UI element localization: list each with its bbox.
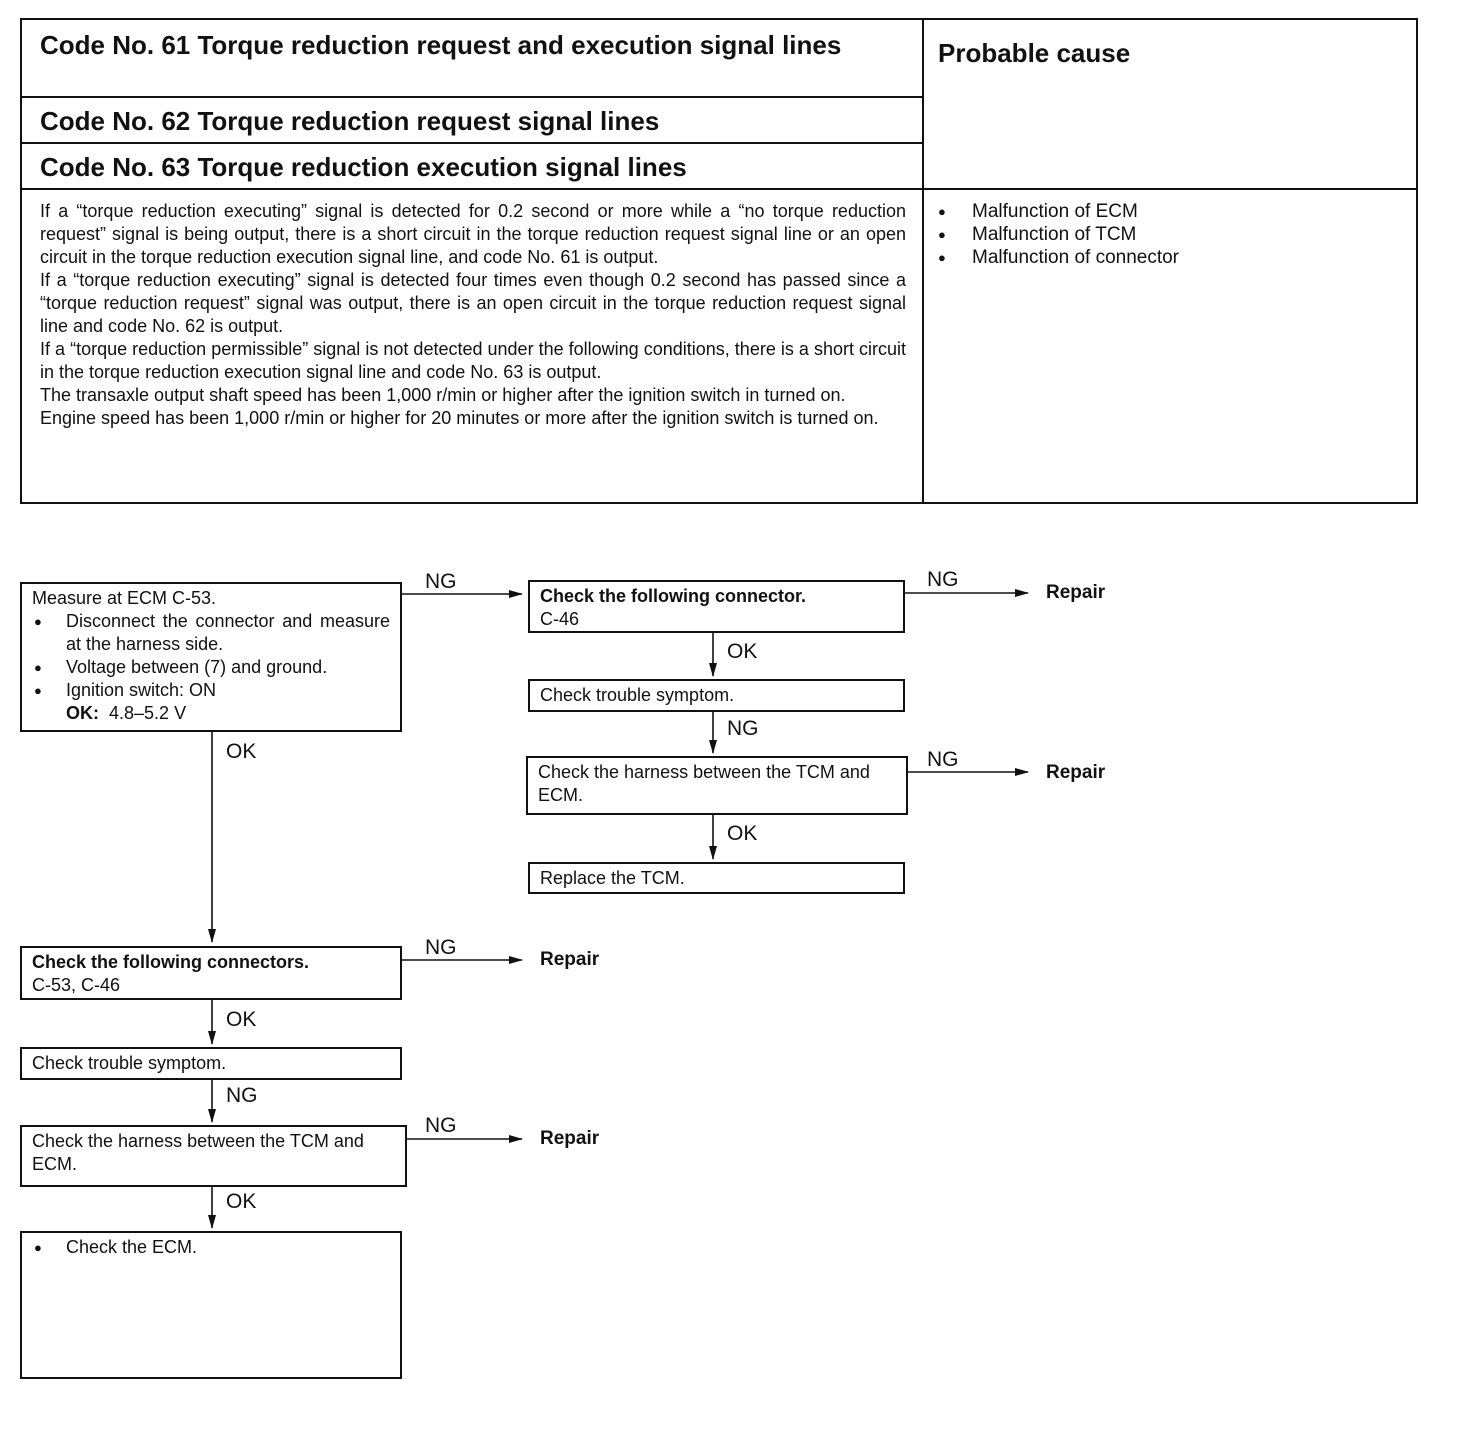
ok-label: OK [226, 1190, 257, 1213]
ok-spec-label: OK: [66, 703, 99, 723]
code-62-title: Code No. 62 Torque reduction request signal lines [40, 106, 660, 136]
description-paragraph: If a “torque reduction executing” signal is detected for 0.2 second or more while a “no torque reduction request” signal is being output, there is a short circuit in the torque reduction request signal line or an open circuit in the torque reduction execution signal line, and code No. 61 is output. [40, 201, 906, 267]
cause-item: ● Malfunction of connector [938, 246, 1179, 269]
replace-tcm-box [528, 862, 905, 894]
ok-label: OK [727, 822, 758, 845]
ng-label: NG [727, 717, 759, 740]
repair-label: Repair [540, 949, 600, 970]
repair-label: Repair [540, 1128, 600, 1149]
left-connectors-box [20, 946, 402, 1000]
check-ecm-box [20, 1231, 402, 1379]
ok-spec-value: 4.8–5.2 V [109, 703, 187, 723]
left-symptom-box [20, 1047, 402, 1080]
code-61-title: Code No. 61 Torque reduction request and execution signal lines [40, 30, 842, 60]
ng-label: NG [927, 748, 959, 771]
ok-label: OK [226, 740, 257, 763]
right-harness-box [526, 756, 908, 815]
right-symptom-box [528, 679, 905, 712]
ok-label: OK [226, 1008, 257, 1031]
check-ecm-list [32, 1236, 390, 1259]
ng-label: NG [226, 1084, 258, 1107]
description-paragraph: If a “torque reduction executing” signal is detected four times even though 0.2 second has passed since a “torque reduction request” signal was output, there is an open circuit in the torque reduction request signal line and code No. 62 is output. [40, 270, 906, 336]
code-63-title: Code No. 63 Torque reduction execution signal lines [40, 152, 687, 182]
measure-step: ● Ignition switch: ON [32, 679, 390, 702]
measure-steps [32, 610, 390, 702]
ng-label: NG [425, 570, 457, 593]
ng-label: NG [425, 1114, 457, 1137]
description-paragraph: The transaxle output shaft speed has been 1,000 r/min or higher after the ignition switch in turned on. [40, 385, 846, 405]
description-paragraph: If a “torque reduction permissible” signal is not detected under the following conditions, there is a short circuit in the torque reduction execution signal line and code No. 63 is output. [40, 339, 906, 382]
right-harness-text: Check the harness between the TCM and ECM. [538, 762, 870, 805]
right-connector-title: Check the following connector. [540, 586, 807, 606]
left-harness-text: Check the harness between the TCM and ECM. [32, 1131, 364, 1174]
check-ecm-item: ● Check the ECM. [32, 1236, 390, 1259]
probable-cause-heading: Probable cause [938, 38, 1131, 68]
ok-label: OK [727, 640, 758, 663]
measure-step: ● Disconnect the connector and measure at the harness side. [32, 610, 390, 656]
left-connectors-value: C-53, C-46 [32, 975, 121, 995]
right-symptom-text: Check trouble symptom. [540, 685, 735, 705]
measure-title: Measure at ECM C-53. [32, 588, 217, 608]
replace-tcm-text: Replace the TCM. [540, 868, 685, 888]
repair-label: Repair [1046, 582, 1106, 603]
left-symptom-text: Check trouble symptom. [32, 1053, 227, 1073]
measure-step: ● Voltage between (7) and ground. [32, 656, 390, 679]
left-connectors-title: Check the following connectors. [32, 952, 310, 972]
ng-label: NG [425, 936, 457, 959]
cause-item: ● Malfunction of TCM [938, 223, 1179, 246]
right-connector-box [528, 580, 905, 633]
description-paragraph: Engine speed has been 1,000 r/min or higher for 20 minutes or more after the ignition switch is turned on. [40, 408, 879, 428]
right-connector-value: C-46 [540, 609, 580, 629]
repair-label: Repair [1046, 762, 1106, 783]
cause-item: ● Malfunction of ECM [938, 200, 1179, 223]
measure-ecm-box [20, 582, 402, 732]
ng-label: NG [927, 568, 959, 591]
left-harness-box [20, 1125, 407, 1187]
ok-spec [32, 702, 390, 725]
